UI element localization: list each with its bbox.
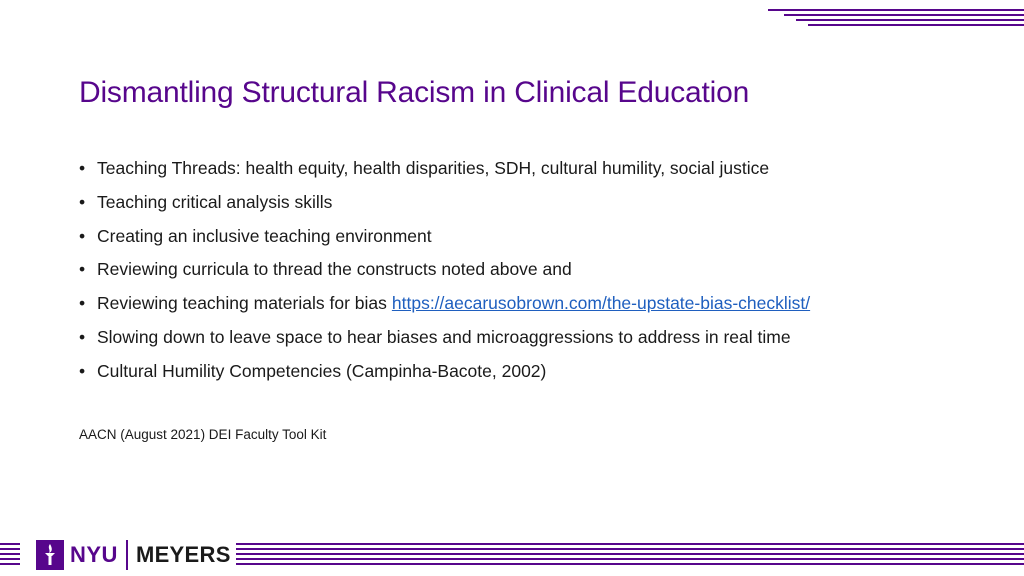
bullet-icon: • bbox=[79, 326, 86, 347]
list-item bbox=[79, 255, 810, 289]
top-decorative-stripes bbox=[768, 9, 1024, 31]
footer-stripes-right bbox=[236, 543, 1024, 567]
list-item bbox=[79, 323, 810, 357]
bullet-text: Cultural Humility Competencies (Campinha-Bacote, 2002) bbox=[97, 360, 547, 381]
bullet-icon: • bbox=[79, 293, 86, 314]
nyu-torch-icon bbox=[36, 540, 64, 570]
bullet-icon: • bbox=[79, 225, 86, 246]
list-item bbox=[79, 154, 810, 188]
list-item bbox=[79, 222, 810, 256]
list-item bbox=[79, 357, 810, 391]
bullet-text: Slowing down to leave space to hear biases and microaggressions to address in real time bbox=[97, 326, 791, 347]
bullet-text: Teaching critical analysis skills bbox=[97, 191, 333, 212]
bullet-text: Reviewing teaching materials for bias bbox=[97, 293, 387, 314]
bullet-icon: • bbox=[79, 259, 86, 280]
logo-nyu-text: NYU bbox=[70, 542, 118, 567]
footer-stripes-left bbox=[0, 543, 20, 567]
list-item bbox=[79, 289, 810, 323]
bias-checklist-link[interactable]: https://aecarusobrown.com/the-upstate-bias-checklist/ bbox=[391, 293, 811, 314]
bullet-icon: • bbox=[79, 360, 86, 381]
bullet-text: Creating an inclusive teaching environment bbox=[97, 225, 432, 246]
logo-divider bbox=[126, 540, 128, 570]
bullet-text: Teaching Threads: health equity, health disparities, SDH, cultural humility, social justice bbox=[97, 158, 770, 178]
nyu-meyers-logo bbox=[36, 538, 231, 572]
bullet-icon: • bbox=[79, 191, 86, 212]
logo-meyers-text: MEYERS bbox=[135, 542, 231, 567]
list-item bbox=[79, 188, 810, 222]
bullet-icon: • bbox=[79, 158, 86, 178]
bullet-list bbox=[79, 154, 810, 391]
footer bbox=[0, 534, 1024, 576]
bullet-text: Reviewing curricula to thread the constructs noted above and bbox=[97, 259, 572, 280]
slide-title: Dismantling Structural Racism in Clinical Education bbox=[79, 76, 750, 109]
citation: AACN (August 2021) DEI Faculty Tool Kit bbox=[79, 427, 327, 442]
